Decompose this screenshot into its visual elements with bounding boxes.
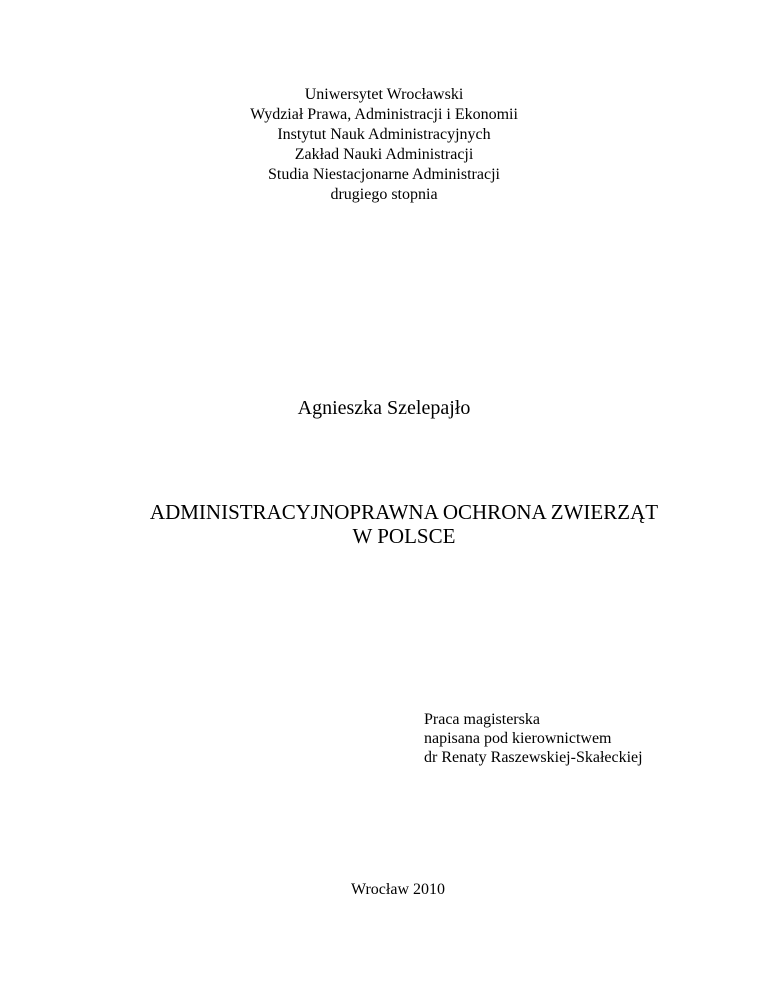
supervision-note: napisana pod kierownictwem <box>424 730 612 747</box>
thesis-title-line-2: W POLSCE <box>352 524 456 548</box>
university-name: Uniwersytet Wrocławski <box>304 86 464 103</box>
department-name: Zakład Nauki Administracji <box>294 146 474 163</box>
thesis-title-line-1: ADMINISTRACYJNOPRAWNA OCHRONA ZWIERZĄT <box>149 500 659 524</box>
thesis-title <box>0 500 768 548</box>
institute-name: Instytut Nauk Administracyjnych <box>277 126 491 143</box>
supervisor-name: dr Renaty Raszewskiej-Skałeckiej <box>424 749 643 766</box>
faculty-name: Wydział Prawa, Administracji i Ekonomii <box>250 106 518 123</box>
thesis-info <box>424 710 643 767</box>
study-program: Studia Niestacjonarne Administracji <box>268 166 500 183</box>
study-degree: drugiego stopnia <box>330 186 438 203</box>
author-name: Agnieszka Szelepajło <box>297 397 471 419</box>
thesis-type: Praca magisterska <box>424 711 540 728</box>
place-and-date: Wrocław 2010 <box>351 881 445 898</box>
institution-header <box>0 85 768 205</box>
